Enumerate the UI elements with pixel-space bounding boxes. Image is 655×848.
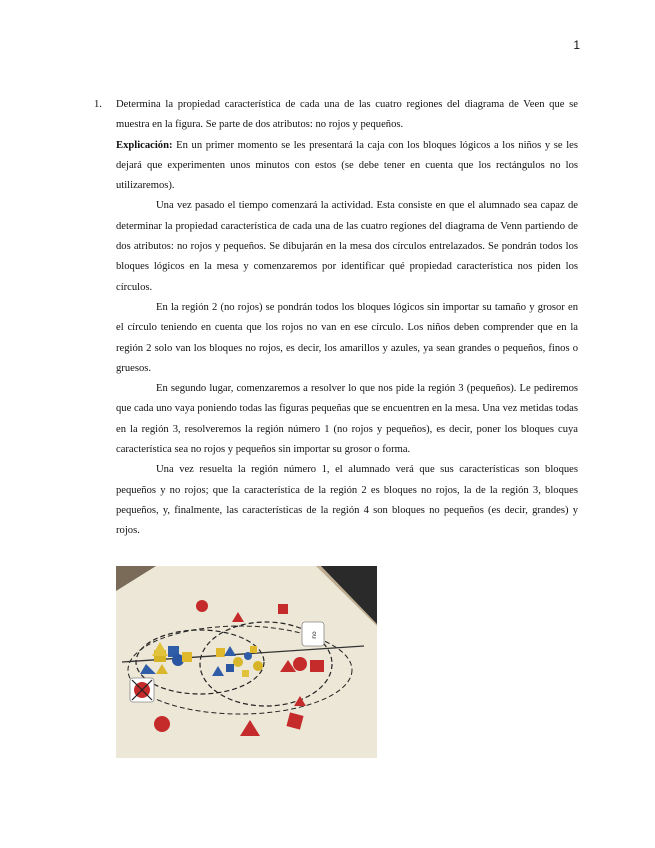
paragraph: Una vez resuelta la región número 1, el alumnado verá que sus características son bloques pequeños y no rojos; que la característica de la región 2 es bloques no rojos, la de la región 3, bloques pequeños, y, finalmente, las características de la región 4 son bloques no pequeños (es decir, grandes) y rojos. [116, 464, 578, 537]
explanation-text: En un primer momento se les presentará la caja con los bloques lógicos a los niños y se les dejará que experimenten unos minutos con estos (se debe tener en cuenta que los rectángulos no los utilizaremos). [116, 139, 578, 192]
document-body [94, 95, 578, 542]
small-card [302, 622, 324, 646]
explanation-label: Explicación: [116, 139, 173, 151]
paragraph: En segundo lugar, comenzaremos a resolver lo que nos pide la región 3 (pequeños). Le pediremos que cada uno vaya poniendo todas las figuras pequeñas que se encuentren en la mesa. Una vez metidas todas en la región 3, resolveremos la región número 1 (no rojos y pequeños), es decir, poner los bloques cuya característica sea no rojos y pequeños sin importar su grosor o forma. [116, 383, 578, 456]
not-red-card [130, 678, 154, 702]
photo-drawing [116, 566, 377, 758]
paragraph: En la región 2 (no rojos) se pondrán todos los bloques lógicos sin importar su tamaño y grosor en el círculo teniendo en cuenta que los rojos no van en ese círculo. Los niños deben comprender que en la región 2 solo van los bloques no rojos, es decir, los amarillos y azules, ya sean grandes o pequeños, finos o gruesos. [116, 301, 578, 374]
venn-diagram-photo [116, 566, 377, 758]
page-number: 1 [573, 38, 580, 52]
list-item-number: 1. [94, 99, 102, 110]
explanation-paragraph [116, 136, 578, 197]
card-label: no [311, 631, 318, 639]
paragraph: Una vez pasado el tiempo comenzará la actividad. Esta consiste en que el alumnado sea capaz de determinar la propiedad característica de cada una de las cuatro regiones del diagrama de Venn partiendo de dos atributos: no rojos y pequeños. Se dibujarán en la mesa dos círculos entrelazados. Se pondrán todos los bloques lógicos en la mesa y comenzaremos por identificar qué propiedad característica nos piden los círculos. [116, 200, 578, 293]
item-heading: Determina la propiedad característica de cada una de las cuatro regiones del diagrama de Veen que se muestra en la figura. Se parte de dos atributos: no rojos y pequeños. [116, 99, 578, 131]
